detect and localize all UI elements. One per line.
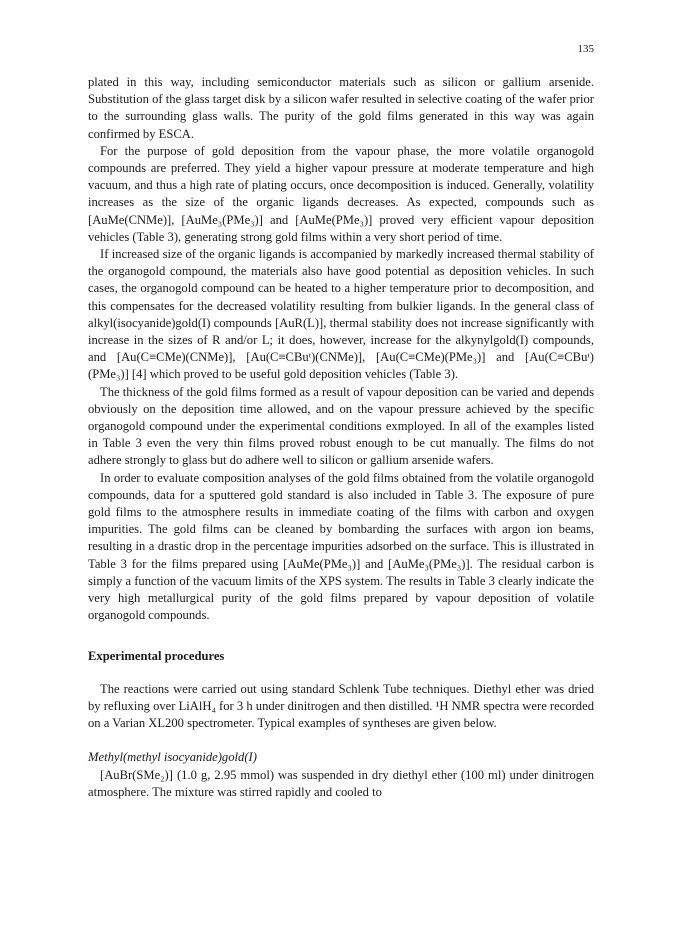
sub-heading: Methyl(methyl isocyanide)gold(I) — [88, 750, 257, 765]
final-paragraph: [AuBr(SMe₂)] (1.0 g, 2.95 mmol) was suspended in dry diethyl ether (100 ml) under dinitrogen atmosphere. The mixture was stirred rapidly and cooled to — [88, 767, 594, 799]
page-number: 135 — [577, 43, 594, 55]
paragraph-1: plated in this way, including semiconductor materials such as silicon or gallium arsenide. Substitution of the glass target disk by a silicon wafer resulted in selective coating of the wafer prior to the surrounding glass walls. The purity of the gold films generated in this way was again confirmed by ESCA. — [88, 75, 594, 141]
document-page — [88, 42, 594, 801]
paragraph-3: If increased size of the organic ligands is accompanied by markedly increased thermal stability of the organogold compound, the materials also have good potential as deposition vehicles. In such cases, the organogold compound can be heated to a higher temperature prior to decomposition, and this compensates for the decreased volatility resulting from bulkier ligands. In the general class of alkyl(isocyanide)gold(I) compounds [AuR(L)], thermal stability does not increase significantly with increase in the sizes of R and/or L; it does, however, increase for the alkynylgold(I) compounds, and [Au(C≡CMe)(CNMe)], [Au(C≡CBuᵗ)(CNMe)], [Au(C≡CMe)(PMe₃)] and [Au(C≡CBuᵗ)(PMe₃)] [4] which proved to be useful gold deposition vehicles (Table 3). — [88, 247, 594, 382]
experimental-paragraph: The reactions were carried out using standard Schlenk Tube techniques. Diethyl ether was dried by refluxing over LiAlH₄ for 3 h under dinitrogen and then distilled. ¹H NMR spectra were recorded on a Varian XL200 spectrometer. Typical examples of syntheses are given below. — [88, 681, 594, 731]
paragraph-4: The thickness of the gold films formed as a result of vapour deposition can be varied and depends obviously on the deposition time allowed, and on the vapour pressure achieved by the specific organogold compound under the experimental conditions exmployed. In all of the examples listed in Table 3 even the very thin films proved robust enough to be cut manually. The films do not adhere strongly to glass but do adhere well to silicon or gallium arsenide wafers. — [88, 384, 594, 468]
section-heading: Experimental procedures — [88, 648, 225, 663]
paragraph-2: For the purpose of gold deposition from the vapour phase, the more volatile organogold compounds are preferred. They yield a higher vapour pressure at moderate temperature and high vacuum, and thus a high rate of plating occurs, once decomposition is induced. Generally, volatility increases as the size of the organic ligands decreases. As expected, compounds such as [AuMe(CNMe)], [AuMe₃(PMe₃)] and [AuMe(PMe₃)] proved very efficient vapour deposition vehicles (Table 3), generating strong gold films within a very short period of time. — [88, 143, 594, 244]
paragraph-5: In order to evaluate composition analyses of the gold films obtained from the volatile organogold compounds, data for a sputtered gold standard is also included in Table 3. The exposure of pure gold films to the atmosphere results in immediate coating of the films with carbon and oxygen impurities. The gold films can be cleaned by bombarding the surfaces with argon ion beams, resulting in a drastic drop in the percentage impurities adsorbed on the surface. This is illustrated in Table 3 for the films prepared using [AuMe(PMe₃)] and [AuMe₃(PMe₃)]. The residual carbon is simply a function of the vacuum limits of the XPS system. The results in Table 3 clearly indicate the very high metallurgical purity of the gold films prepared by vapour deposition of volatile organogold compounds. — [88, 470, 594, 623]
